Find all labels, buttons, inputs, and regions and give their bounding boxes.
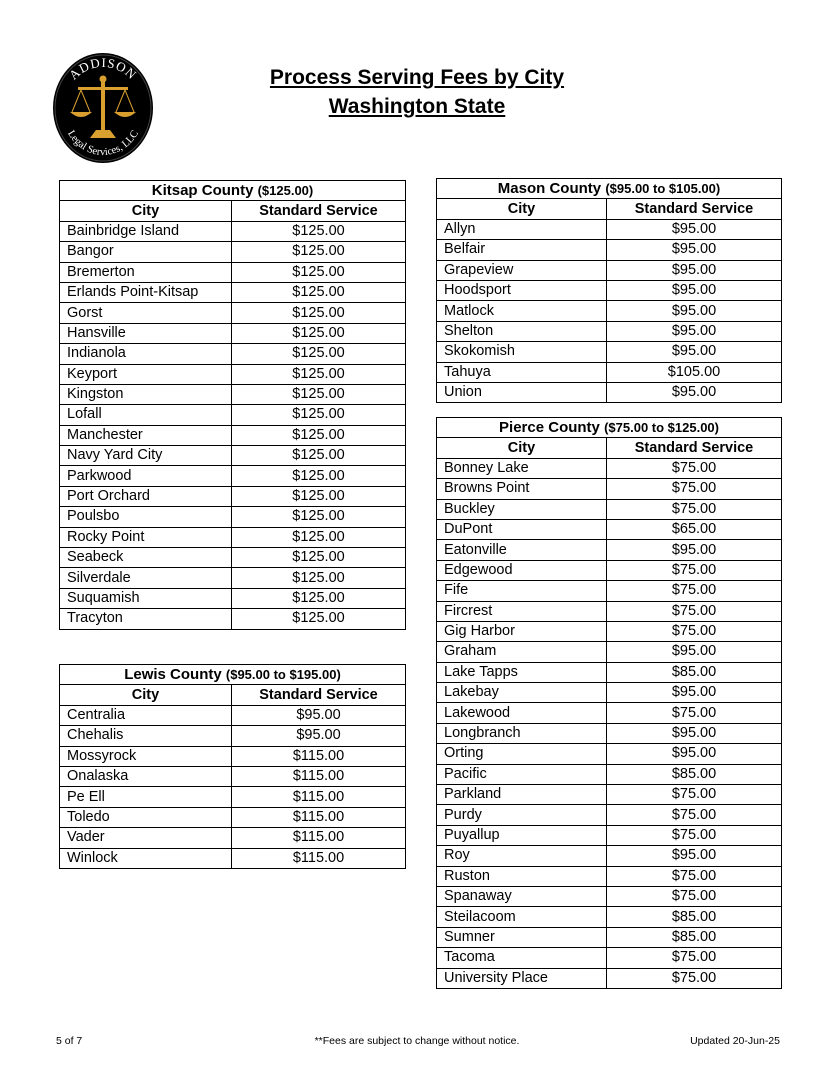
table-row — [60, 807, 406, 827]
table-row — [437, 362, 782, 382]
city-cell: Gorst — [60, 303, 232, 323]
city-cell: University Place — [437, 968, 607, 988]
city-cell: Puyallup — [437, 825, 607, 845]
table-row — [437, 866, 782, 886]
table-row — [60, 726, 406, 746]
fee-cell: $115.00 — [232, 848, 406, 868]
city-cell: Tracyton — [60, 609, 232, 629]
table-row — [437, 601, 782, 621]
fee-cell: $125.00 — [232, 568, 406, 588]
table-row — [60, 527, 406, 547]
city-cell: Orting — [437, 744, 607, 764]
table-row — [437, 540, 782, 560]
table-row — [60, 221, 406, 241]
page-number: 5 of 7 — [56, 1035, 83, 1047]
city-cell: Manchester — [60, 425, 232, 445]
county-name: Pierce County — [499, 419, 600, 437]
county-caption-row — [60, 181, 406, 201]
city-cell: Longbranch — [437, 723, 607, 743]
fee-cell: $85.00 — [607, 662, 782, 682]
fee-cell: $75.00 — [607, 948, 782, 968]
table-row — [437, 642, 782, 662]
fee-cell: $75.00 — [607, 968, 782, 988]
table-row — [60, 787, 406, 807]
fee-cell: $115.00 — [232, 807, 406, 827]
table-row — [60, 486, 406, 506]
col-header-standard-service: Standard Service — [607, 199, 782, 219]
table-row — [437, 382, 782, 402]
city-cell: Fife — [437, 581, 607, 601]
fee-cell: $75.00 — [607, 703, 782, 723]
table-row — [60, 746, 406, 766]
lewis-county-table — [59, 664, 406, 869]
fee-cell: $125.00 — [232, 405, 406, 425]
city-cell: Steilacoom — [437, 907, 607, 927]
city-cell: Lofall — [60, 405, 232, 425]
table-row — [60, 828, 406, 848]
fee-cell: $75.00 — [607, 621, 782, 641]
city-cell: Parkwood — [60, 466, 232, 486]
table-row — [60, 609, 406, 629]
fee-cell: $95.00 — [607, 219, 782, 239]
table-row — [437, 621, 782, 641]
updated-date: Updated 20-Jun-25 — [690, 1035, 780, 1047]
fee-cell: $125.00 — [232, 507, 406, 527]
table-row — [437, 301, 782, 321]
col-header-city: City — [437, 199, 607, 219]
city-cell: Navy Yard City — [60, 446, 232, 466]
table-row — [437, 479, 782, 499]
fee-cell: $75.00 — [607, 601, 782, 621]
table-row — [60, 766, 406, 786]
city-cell: Suquamish — [60, 588, 232, 608]
city-cell: Lakewood — [437, 703, 607, 723]
city-cell: Fircrest — [437, 601, 607, 621]
fee-cell: $115.00 — [232, 787, 406, 807]
table-row — [437, 927, 782, 947]
fee-cell: $95.00 — [607, 301, 782, 321]
city-cell: Rocky Point — [60, 527, 232, 547]
table-row — [437, 703, 782, 723]
city-cell: Skokomish — [437, 342, 607, 362]
city-cell: Pacific — [437, 764, 607, 784]
city-cell: Kingston — [60, 384, 232, 404]
fee-cell: $125.00 — [232, 364, 406, 384]
county-name: Lewis County — [124, 666, 222, 684]
fee-cell: $75.00 — [607, 458, 782, 478]
col-header-standard-service: Standard Service — [232, 201, 406, 221]
table-row — [437, 581, 782, 601]
table-row — [60, 425, 406, 445]
city-cell: Shelton — [437, 321, 607, 341]
county-caption — [60, 181, 406, 201]
city-cell: Browns Point — [437, 479, 607, 499]
county-name: Mason County — [497, 180, 602, 198]
city-cell: Winlock — [60, 848, 232, 868]
table-row — [437, 785, 782, 805]
table-row — [60, 262, 406, 282]
table-row — [60, 507, 406, 527]
city-cell: Roy — [437, 846, 607, 866]
table-row — [60, 364, 406, 384]
fee-cell: $85.00 — [607, 764, 782, 784]
county-fee-range: ($75.00 to $125.00) — [604, 420, 719, 436]
table-row — [60, 705, 406, 725]
table-row — [60, 446, 406, 466]
fee-cell: $75.00 — [607, 581, 782, 601]
fee-cell: $95.00 — [607, 642, 782, 662]
fee-cell: $125.00 — [232, 486, 406, 506]
mason-county-table — [436, 178, 782, 403]
city-cell: Gig Harbor — [437, 621, 607, 641]
fee-cell: $85.00 — [607, 927, 782, 947]
table-row — [437, 948, 782, 968]
city-cell: Toledo — [60, 807, 232, 827]
table-row — [60, 344, 406, 364]
table-row — [437, 321, 782, 341]
table-row — [437, 846, 782, 866]
city-cell: Lake Tapps — [437, 662, 607, 682]
fee-cell: $125.00 — [232, 344, 406, 364]
city-cell: Spanaway — [437, 886, 607, 906]
fee-cell: $125.00 — [232, 527, 406, 547]
fee-cell: $95.00 — [607, 321, 782, 341]
fee-cell: $95.00 — [232, 705, 406, 725]
table-row — [437, 519, 782, 539]
city-cell: Sumner — [437, 927, 607, 947]
table-row — [60, 588, 406, 608]
fee-cell: $75.00 — [607, 825, 782, 845]
city-cell: Belfair — [437, 240, 607, 260]
fee-cell: $95.00 — [232, 726, 406, 746]
city-cell: Onalaska — [60, 766, 232, 786]
fee-cell: $125.00 — [232, 446, 406, 466]
table-row — [60, 303, 406, 323]
table-row — [437, 968, 782, 988]
city-cell: Lakebay — [437, 683, 607, 703]
city-cell: Poulsbo — [60, 507, 232, 527]
city-cell: Vader — [60, 828, 232, 848]
table-row — [60, 568, 406, 588]
city-cell: Seabeck — [60, 548, 232, 568]
city-cell: Bangor — [60, 242, 232, 262]
fees-notice: **Fees are subject to change without notice. — [314, 1035, 520, 1047]
fee-cell: $125.00 — [232, 221, 406, 241]
city-cell: Pe Ell — [60, 787, 232, 807]
city-cell: Bremerton — [60, 262, 232, 282]
col-header-standard-service: Standard Service — [232, 685, 406, 705]
city-cell: Keyport — [60, 364, 232, 384]
table-row — [60, 282, 406, 302]
table-row — [437, 907, 782, 927]
city-cell: Union — [437, 382, 607, 402]
city-cell: Purdy — [437, 805, 607, 825]
page-title: Process Serving Fees by City — [269, 66, 565, 89]
city-cell: Hansville — [60, 323, 232, 343]
city-cell: Mossyrock — [60, 746, 232, 766]
city-cell: Hoodsport — [437, 280, 607, 300]
fee-cell: $95.00 — [607, 240, 782, 260]
fee-cell: $125.00 — [232, 609, 406, 629]
fee-cell: $95.00 — [607, 846, 782, 866]
table-row — [437, 499, 782, 519]
table-row — [60, 466, 406, 486]
fee-cell: $125.00 — [232, 384, 406, 404]
fee-cell: $75.00 — [607, 560, 782, 580]
county-caption-row — [437, 418, 782, 438]
county-fee-range: ($95.00 to $195.00) — [225, 667, 341, 683]
fee-cell: $95.00 — [607, 744, 782, 764]
column-header-row — [437, 438, 782, 458]
column-header-row — [60, 685, 406, 705]
county-fee-range: ($95.00 to $105.00) — [605, 181, 721, 197]
city-cell: Edgewood — [437, 560, 607, 580]
fee-cell: $95.00 — [607, 683, 782, 703]
fee-cell: $65.00 — [607, 519, 782, 539]
city-cell: Port Orchard — [60, 486, 232, 506]
table-row — [60, 323, 406, 343]
table-row — [437, 825, 782, 845]
fee-cell: $125.00 — [232, 262, 406, 282]
county-fee-range: ($125.00) — [257, 183, 314, 199]
fee-cell: $75.00 — [607, 479, 782, 499]
city-cell: Allyn — [437, 219, 607, 239]
city-cell: Tahuya — [437, 362, 607, 382]
fee-cell: $95.00 — [607, 723, 782, 743]
table-row — [60, 548, 406, 568]
county-name: Kitsap County — [151, 182, 254, 200]
page-subtitle: Washington State — [328, 95, 506, 118]
city-cell: Erlands Point-Kitsap — [60, 282, 232, 302]
city-cell: Bonney Lake — [437, 458, 607, 478]
column-header-row — [60, 201, 406, 221]
table-row — [437, 560, 782, 580]
table-row — [437, 744, 782, 764]
fee-cell: $95.00 — [607, 342, 782, 362]
city-cell: Bainbridge Island — [60, 221, 232, 241]
city-cell: Buckley — [437, 499, 607, 519]
county-caption-row — [437, 179, 782, 199]
fee-cell: $115.00 — [232, 746, 406, 766]
county-caption — [60, 665, 406, 685]
fee-cell: $95.00 — [607, 260, 782, 280]
county-caption — [437, 179, 782, 199]
fee-cell: $75.00 — [607, 785, 782, 805]
table-row — [60, 848, 406, 868]
fee-cell: $125.00 — [232, 242, 406, 262]
city-cell: Parkland — [437, 785, 607, 805]
city-cell: Centralia — [60, 705, 232, 725]
fee-cell: $125.00 — [232, 303, 406, 323]
fee-cell: $115.00 — [232, 828, 406, 848]
city-cell: Grapeview — [437, 260, 607, 280]
logo-bottom-text: Legal Services, LLC — [65, 128, 141, 159]
city-cell: Silverdale — [60, 568, 232, 588]
fee-cell: $125.00 — [232, 425, 406, 445]
city-cell: Ruston — [437, 866, 607, 886]
fee-cell: $95.00 — [607, 382, 782, 402]
col-header-city: City — [60, 201, 232, 221]
fee-cell: $75.00 — [607, 886, 782, 906]
table-row — [60, 242, 406, 262]
fee-cell: $105.00 — [607, 362, 782, 382]
col-header-standard-service: Standard Service — [607, 438, 782, 458]
fee-cell: $75.00 — [607, 805, 782, 825]
city-cell: Graham — [437, 642, 607, 662]
table-row — [437, 240, 782, 260]
table-row — [437, 886, 782, 906]
table-row — [437, 342, 782, 362]
county-caption — [437, 418, 782, 438]
fee-cell: $125.00 — [232, 282, 406, 302]
table-row — [437, 260, 782, 280]
kitsap-county-table — [59, 180, 406, 630]
city-cell: Tacoma — [437, 948, 607, 968]
fee-cell: $75.00 — [607, 499, 782, 519]
city-cell: Eatonville — [437, 540, 607, 560]
table-row — [437, 458, 782, 478]
fee-cell: $95.00 — [607, 540, 782, 560]
fee-cell: $125.00 — [232, 548, 406, 568]
table-row — [437, 219, 782, 239]
county-caption-row — [60, 665, 406, 685]
table-row — [437, 280, 782, 300]
fee-cell: $85.00 — [607, 907, 782, 927]
logo-top-text: ADDISON — [65, 54, 141, 83]
city-cell: Chehalis — [60, 726, 232, 746]
table-row — [437, 683, 782, 703]
fee-cell: $115.00 — [232, 766, 406, 786]
table-row — [60, 384, 406, 404]
col-header-city: City — [437, 438, 607, 458]
col-header-city: City — [60, 685, 232, 705]
city-cell: Matlock — [437, 301, 607, 321]
city-cell: DuPont — [437, 519, 607, 539]
pierce-county-table — [436, 417, 782, 989]
fee-cell: $75.00 — [607, 866, 782, 886]
table-row — [437, 805, 782, 825]
table-row — [437, 723, 782, 743]
column-header-row — [437, 199, 782, 219]
fee-cell: $125.00 — [232, 466, 406, 486]
table-row — [60, 405, 406, 425]
fee-cell: $125.00 — [232, 588, 406, 608]
city-cell: Indianola — [60, 344, 232, 364]
fee-cell: $125.00 — [232, 323, 406, 343]
table-row — [437, 662, 782, 682]
fee-cell: $95.00 — [607, 280, 782, 300]
table-row — [437, 764, 782, 784]
